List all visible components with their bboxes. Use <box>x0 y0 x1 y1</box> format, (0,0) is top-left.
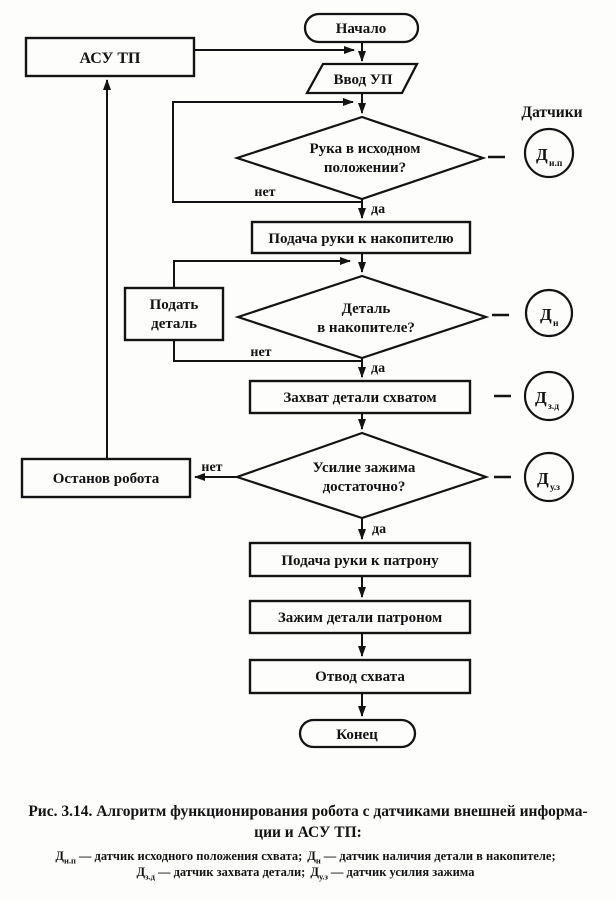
decision-part-in-hopper <box>238 276 486 358</box>
label-feed-line2: деталь <box>151 316 197 332</box>
label-stop-robot: Останов робота <box>52 471 160 487</box>
label-asu-tp: АСУ ТП <box>79 50 141 67</box>
sensor-sub-zd: з.д <box>548 402 559 412</box>
edge-label-no3: нет <box>201 460 223 475</box>
label-move-to-hopper: Подача руки к накопителю <box>268 231 454 247</box>
figure-number: Рис. 3.14. <box>28 803 93 820</box>
box-feed-part <box>125 288 223 340</box>
caption-title-line2: ции и АСУ ТП: <box>254 824 362 841</box>
legend-text-zd: — датчик захвата детали; <box>157 865 306 879</box>
label-move-to-chuck: Подача руки к патрону <box>281 553 439 569</box>
edge-label-yes1: да <box>371 202 386 217</box>
edge-label-yes2: да <box>371 361 386 376</box>
label-feed-line1: Подать <box>149 297 199 313</box>
sensor-sub-n: н <box>553 319 559 329</box>
legend-sym-zd: $Д_{з.д}$ <box>136 865 155 882</box>
sensor-circle-zd <box>525 372 573 420</box>
label-input-up: Ввод УП <box>333 72 393 88</box>
sensors-title: Датчики <box>521 104 583 121</box>
legend-text-ip: — датчик исходного положения схвата; <box>78 849 303 863</box>
figure-caption <box>0 801 616 880</box>
sensor-circle-uz <box>525 453 573 501</box>
sensor-label-zd: Д <box>535 388 547 407</box>
label-start: Начало <box>335 21 387 37</box>
edge-feed-return <box>174 261 350 288</box>
legend-text-uz: — датчик усилия зажима <box>330 865 475 879</box>
edge-label-no1: нет <box>254 185 276 200</box>
sensor-sub-ip: и.п <box>549 159 563 169</box>
caption-legend <box>0 848 616 880</box>
sensor-label-ip: Д <box>536 145 548 164</box>
sensor-sub-uz: у.з <box>550 483 560 493</box>
label-d3-line2: достаточно? <box>322 479 406 495</box>
label-end: Конец <box>336 727 378 743</box>
label-d1-line2: положении? <box>323 160 407 176</box>
legend-sym-uz: $Д_{у.з}$ <box>310 865 328 882</box>
sensor-label-uz: Д <box>537 469 549 488</box>
edge-label-yes3: да <box>372 522 387 537</box>
sensor-circle-ip <box>525 129 573 177</box>
label-d2-line2: в накопителе? <box>317 320 415 336</box>
caption-title-line1 <box>0 801 616 822</box>
label-d1-line1: Рука в исходном <box>309 141 421 157</box>
label-d3-line1: Усилие зажима <box>312 460 416 476</box>
legend-line1 <box>0 848 616 864</box>
label-d2-line1: Деталь <box>341 301 391 317</box>
legend-text-n: — датчик наличия детали в накопителе; <box>323 849 556 863</box>
label-clamp-in-chuck: Зажим детали патроном <box>277 610 443 626</box>
label-retract-gripper: Отвод схвата <box>315 669 405 685</box>
legend-line2 <box>0 864 616 880</box>
sensor-label-n: Д <box>540 305 552 324</box>
caption-title-text: Алгоритм функционирования робота с датчиками внешней информа- <box>96 803 588 820</box>
legend-sym-n: $Д_н$ <box>307 849 321 866</box>
legend-sym-ip: $Д_{и.п}$ <box>55 849 76 866</box>
label-grip-part: Захват детали схватом <box>283 390 437 406</box>
edge-label-no2: нет <box>250 345 272 360</box>
